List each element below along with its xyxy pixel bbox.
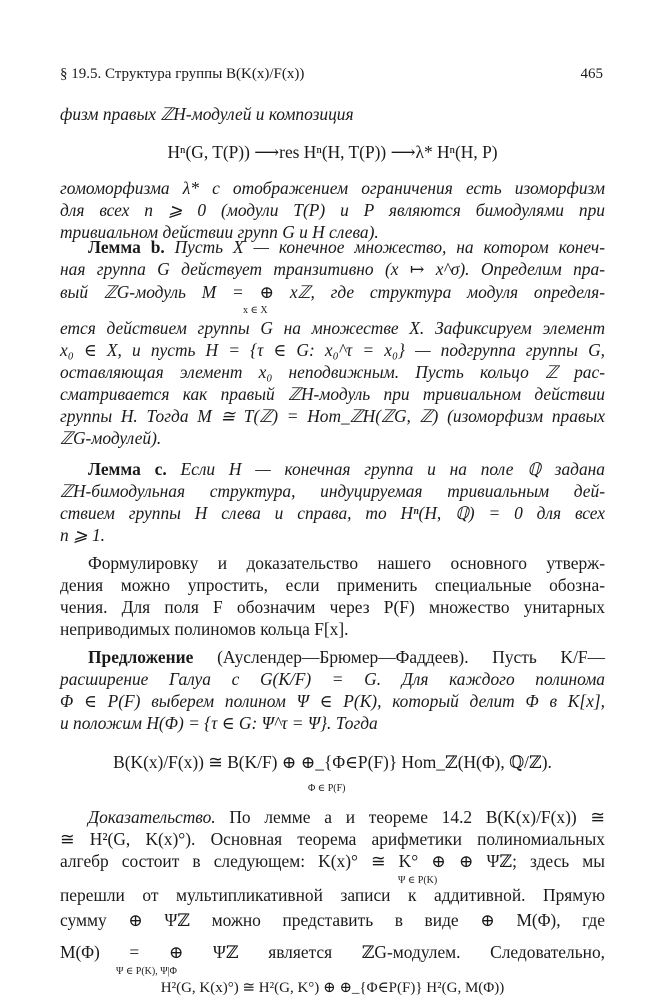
text-line: тривиальном действии групп G и H слева). [60, 222, 379, 242]
text-line: гомоморфизма λ* с отображением ограничения есть изоморфизм [60, 178, 605, 198]
text-line: x₀ ∈ X, и пусть H = {τ ∈ G: x₀^τ = x₀} — подгруппа группы G, [60, 340, 605, 360]
text-line: По лемме a и теореме 14.2 B(K(x)/F(x)) ≅ [229, 807, 605, 827]
text-line: дения можно упростить, если применить специальные обозна- [60, 575, 605, 595]
formula-res-chain: Hⁿ(G, T(P)) ⟶res Hⁿ(H, T(P)) ⟶λ* Hⁿ(H, P) [167, 142, 498, 162]
subscript-x-in-X: x ∈ X [243, 305, 268, 316]
text-line: сумму ⊕ Ψℤ можно представить в виде ⊕ M(Φ), где [60, 910, 605, 930]
text-line: конечное множество, на котором конеч- [278, 237, 605, 257]
proposition-label: Предложение [88, 647, 194, 667]
text-line: Φ ∈ P(F) выберем полином Ψ ∈ P(K), который делит Φ в K[x], [60, 691, 605, 711]
lemma-c-label: Лемма c. [88, 459, 167, 479]
text-line: (Ауслендер—Брюмер—Фаддеев). Пусть K/F— [217, 647, 605, 667]
text-line: n ⩾ 1. [60, 525, 106, 545]
lemma-b-first-line [88, 236, 605, 258]
text-line: расширение Галуа с G(K/F) = G. Для каждого полинома [60, 669, 605, 689]
lemma-b-label: Лемма b. [88, 237, 165, 257]
text-line: ℤG-модулей). [60, 428, 162, 448]
formula-final: H²(G, K(x)°) ≅ H²(G, K°) ⊕ ⊕_{Φ∈P(F)} H²(G, M(Φ)) [160, 980, 505, 996]
text-line: ется действием группы G на множестве X. Зафиксируем элемент [60, 318, 605, 338]
text-line: для всех n ⩾ 0 (модули T(P) и P являются бимодулями при [60, 200, 605, 220]
proposition-first-line [88, 646, 605, 668]
text-line: ℤH-бимодульная структура, индуцируемая тривиальным дей- [60, 481, 605, 501]
text-line: M(Φ) = ⊕ Ψℤ является ℤG-модулем. Следовательно, [60, 942, 605, 962]
subscript-psi-div: Ψ ∈ P(K), Ψ|Φ [116, 966, 177, 977]
text-line: ная группа G действует транзитивно (x ↦ x^σ). Определим пра- [60, 259, 605, 279]
subscript-phi-PF: Φ ∈ P(F) [308, 783, 346, 794]
text-line: неприводимых полиномов кольца F[x]. [60, 619, 349, 639]
proof-label: Доказательство. [88, 807, 216, 827]
lemma-b-start: Пусть X — [174, 237, 269, 257]
text-line: вый ℤG-модуль M = ⊕ xℤ, где структура модуля определя- [60, 282, 605, 302]
text-line: группы H. Тогда M ≅ T(ℤ) = Hom_ℤH(ℤG, ℤ) (изоморфизм правых [60, 406, 605, 426]
formula-main: B(K(x)/F(x)) ≅ B(K/F) ⊕ ⊕_{Φ∈P(F)} Hom_ℤ(H(Φ), ℚ/ℤ). [113, 752, 552, 772]
text-line: физм правых ℤH-модулей и композиция [60, 104, 354, 124]
page-number: 465 [580, 66, 603, 82]
text-line: ствием группы H слева и справа, то Hⁿ(H, ℚ) = 0 для всех [60, 503, 605, 523]
text-line: перешли от мультипликативной записи к аддитивной. Прямую [60, 885, 605, 905]
text-line: ≅ H²(G, K(x)°). Основная теорема арифметики полиномиальных [60, 829, 605, 849]
text-line: и положим H(Φ) = {τ ∈ G: Ψ^τ = Ψ}. Тогда [60, 713, 378, 733]
text-line: Если H — конечная группа и на поле ℚ задана [180, 459, 605, 479]
text-line: сматривается как правый ℤH-модуль при тривиальном действии [60, 384, 605, 404]
text-line: оставляющая элемент x₀ неподвижным. Пусть кольцо ℤ рас- [60, 362, 605, 382]
proof-first-line [88, 806, 605, 828]
text-line: чения. Для поля F обозначим через P(F) множество унитарных [60, 597, 605, 617]
subscript-psi-PK: Ψ ∈ P(K) [398, 875, 438, 886]
header-title: § 19.5. Структура группы B(K(x)/F(x)) [60, 66, 305, 82]
lemma-c-first-line [88, 458, 605, 480]
running-header [60, 66, 603, 83]
text-line: алгебр состоит в следующем: K(x)° ≅ K° ⊕ ⊕ Ψℤ; здесь мы [60, 851, 605, 871]
text-line: Формулировку и доказательство нашего основного утверж- [88, 553, 605, 573]
